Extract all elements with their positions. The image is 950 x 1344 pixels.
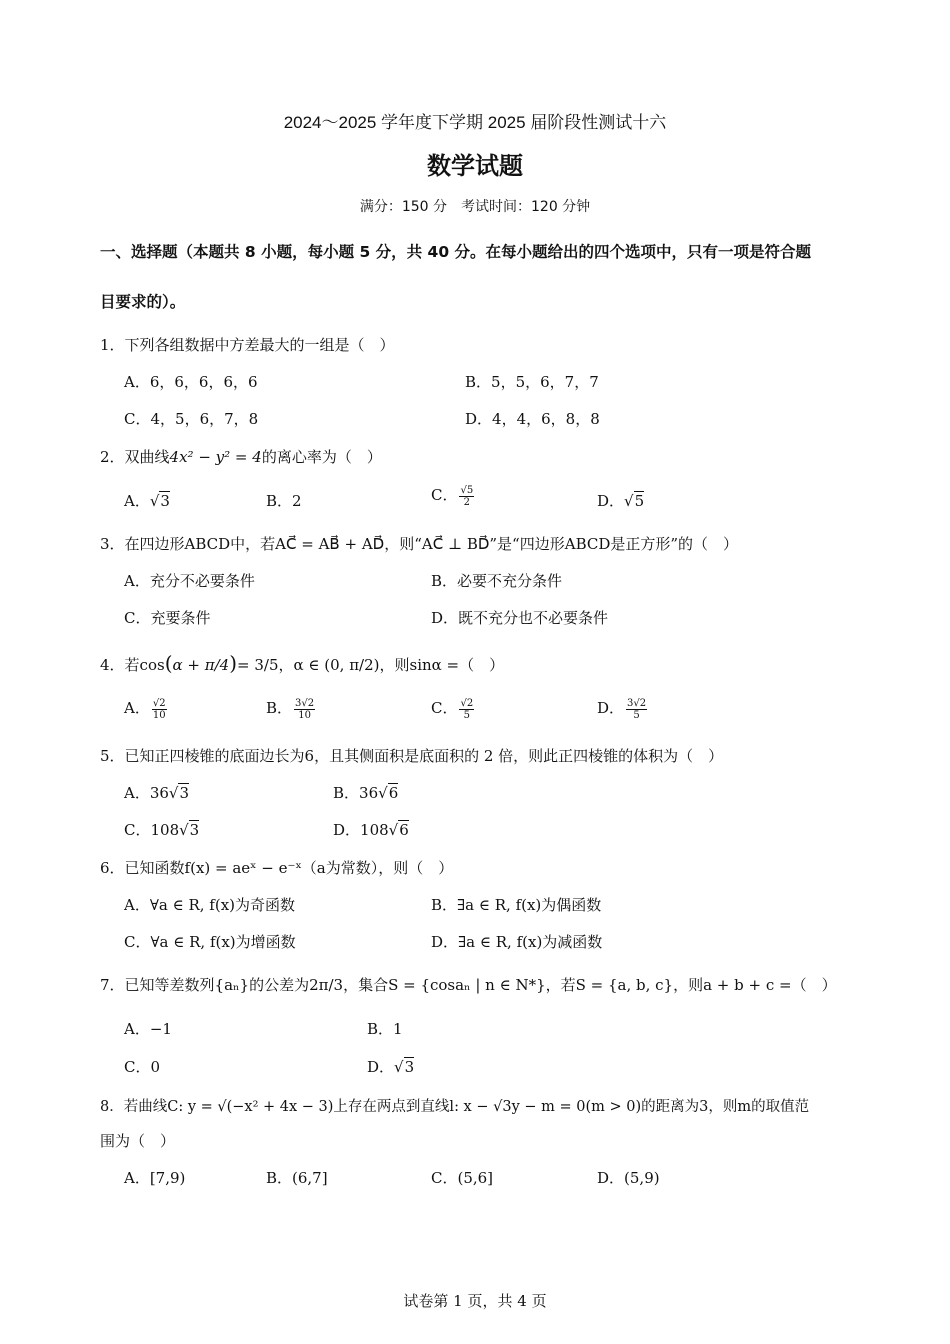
question-8-option-c[interactable]: C．(5,6] [431,1169,494,1187]
section-heading-line1: 一、选择题（本题共 8 小题，每小题 5 分，共 40 分。在每小题给出的四个选项中，只有一项是符合题 [100,243,812,261]
question-3-option-b[interactable]: B．必要不充分条件 [431,572,563,590]
question-4-option-a[interactable]: A． $\frac{√2}{10}$ [124,697,166,721]
question-2-option-a[interactable]: A．√3 [124,492,170,510]
question-2-option-d[interactable]: D．√5 [597,492,645,510]
question-7-option-b[interactable]: B．1 [367,1020,403,1038]
question-3-option-d[interactable]: D．既不充分也不必要条件 [431,609,609,627]
question-4-option-d[interactable]: D． $\frac{3√2}{5}$ [597,697,647,721]
question-2-stem-math: 4x² − y² = 4 [169,448,262,466]
question-3-option-c[interactable]: C．充要条件 [124,609,211,627]
question-7-option-a[interactable]: A．−1 [124,1020,172,1038]
question-5-option-a[interactable]: A．36√3 [124,784,190,802]
question-6-option-d[interactable]: D．∃a ∈ R, f(x)为减函数 [431,933,603,951]
question-3-stem: 3．在四边形ABCD中，若AC⃗ = AB⃗ + AD⃗，则“AC⃗ ⊥ BD⃗”是“四边形ABCD是正方形”的（ ） [100,535,739,553]
question-5-stem: 5．已知正四棱锥的底面边长为6，且其侧面积是底面积的 2 倍，则此正四棱锥的体积为（ ） [100,747,724,765]
question-2-stem [100,446,382,467]
question-8-stem-line2: 围为（ ） [100,1132,176,1150]
question-8-option-d[interactable]: D．(5,9) [597,1169,660,1187]
question-6-option-a[interactable]: A．∀a ∈ R, f(x)为奇函数 [124,896,296,914]
question-5-option-c[interactable]: C．108√3 [124,821,200,839]
question-2-stem-pre: 2．双曲线 [100,448,170,466]
question-1-option-b[interactable]: B．5，5，6，7，7 [465,373,599,391]
question-5-option-b[interactable]: B．36√6 [333,784,399,802]
question-4-condition: = 3/5，α ∈ (0, π/2)，则sinα =（ ） [237,656,505,674]
question-8-option-a[interactable]: A．[7,9) [124,1169,186,1187]
question-1-option-a[interactable]: A．6，6，6，6，6 [124,373,258,391]
question-7-option-c[interactable]: C．0 [124,1058,161,1076]
question-7-option-d[interactable]: D．√3 [367,1058,415,1076]
question-8-option-b[interactable]: B．(6,7] [266,1169,328,1187]
question-4-option-c[interactable]: C． $\frac{√2}{5}$ [431,697,474,721]
subject-title: 数学试题 [427,152,523,180]
question-8-stem-line1: 8．若曲线C: y = √(−x² + 4x − 3)上存在两点到直线l: x − √3y − m = 0(m > 0)的距离为3，则m的取值范 [100,1099,810,1115]
question-1-option-d[interactable]: D．4，4，6，8，8 [465,410,600,428]
exam-title: 2024～2025 学年度下学期 2025 届阶段性测试十六 [283,113,667,132]
question-4-option-b[interactable]: B． $\frac{3√2}{10}$ [266,697,315,721]
exam-meta: 满分：150 分 考试时间：120 分钟 [359,199,591,215]
question-2-stem-post: 的离心率为（ ） [261,448,382,466]
question-6-option-c[interactable]: C．∀a ∈ R, f(x)为增函数 [124,933,296,951]
section-heading-line2: 目要求的）。 [100,293,186,311]
question-2-option-c[interactable]: C． $\frac{√5}{2}$ [431,484,474,508]
page-footer: 试卷第 1 页，共 4 页 [403,1292,547,1310]
question-6-stem: 6．已知函数f(x) = aeˣ − e⁻ˣ（a为常数），则（ ） [100,859,454,877]
question-6-option-b[interactable]: B．∃a ∈ R, f(x)为偶函数 [431,896,602,914]
question-3-option-a[interactable]: A．充分不必要条件 [124,572,255,590]
question-7-stem: 7．已知等差数列{aₙ}的公差为2π/3，集合S = {cosaₙ | n ∈ N*}，若S = {a, b, c}，则a + b + c =（ ） [100,976,837,994]
question-2-option-b[interactable]: B．2 [266,492,302,510]
question-1-stem: 1．下列各组数据中方差最大的一组是（ ） [100,336,395,354]
question-4-stem: 4．若cos(α + π/4)= 3/5，α ∈ (0, π/2)，则sinα =（ ） [100,651,505,675]
question-1-option-c[interactable]: C．4，5，6，7，8 [124,410,259,428]
question-4-angle: α + π/4 [172,656,230,674]
question-5-option-d[interactable]: D．108√6 [333,821,409,839]
